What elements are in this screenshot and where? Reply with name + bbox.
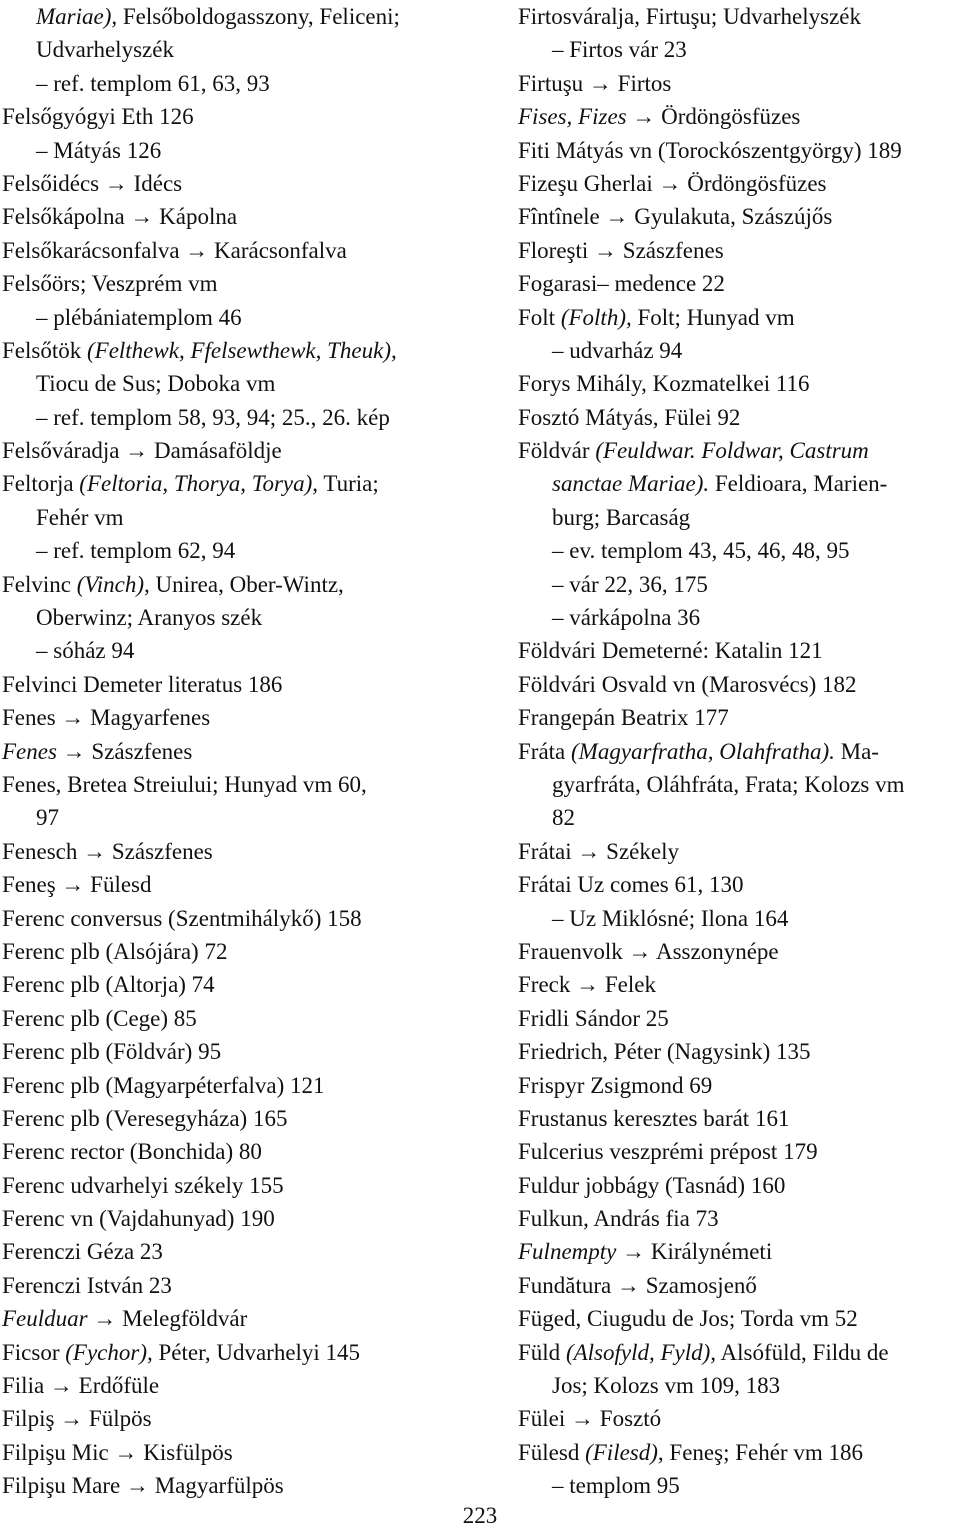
- index-entry-line: [518, 1002, 958, 1035]
- index-entry-text: Fülesd: [518, 1439, 586, 1465]
- index-entry-text: burg; Barcaság: [552, 504, 691, 530]
- index-entry-italic-text: sanctae Mariae).: [552, 471, 710, 497]
- index-entry-text: Frangepán Beatrix 177: [518, 705, 729, 731]
- index-entry-text: Feldioara, Marien-: [709, 471, 888, 497]
- index-entry-line: [2, 701, 507, 734]
- index-entry-line: [2, 1436, 507, 1469]
- index-entry-line: [2, 1336, 507, 1369]
- index-entry-line: [518, 1235, 958, 1268]
- index-entry-text: Péter, Udvarhelyi 145: [152, 1339, 361, 1365]
- index-entry-line: [518, 1369, 958, 1402]
- index-entry-text: Folt: [518, 304, 561, 330]
- index-entry-text: Ferenc plb (Veresegyháza) 165: [2, 1105, 288, 1131]
- index-entry-line: [2, 401, 507, 434]
- index-entry-line: [518, 735, 958, 768]
- index-entry-text: 97: [36, 805, 59, 831]
- index-entry-line: [2, 467, 507, 500]
- index-entry-text: Ferenc udvarhelyi székely 155: [2, 1172, 284, 1198]
- index-entry-line: [518, 902, 958, 935]
- index-entry-line: [2, 234, 507, 267]
- index-entry-text: → Királynémeti: [616, 1239, 773, 1265]
- index-entry-text: Felsőkápolna → Kápolna: [2, 204, 238, 230]
- index-entry-text: Fenesch → Szászfenes: [2, 838, 213, 864]
- index-entry-line: [2, 835, 507, 868]
- index-column-right: [518, 0, 958, 1503]
- index-entry-text: Ferenczi István 23: [2, 1272, 172, 1298]
- index-entry-line: [518, 0, 958, 33]
- index-entry-line: [2, 267, 507, 300]
- index-entry-line: [2, 501, 507, 534]
- index-entry-text: Oberwinz; Aranyos szék: [36, 605, 263, 631]
- index-entry-text: Felsőtök: [2, 337, 87, 363]
- index-entry-line: [2, 33, 507, 66]
- index-entry-text: Frustanus keresztes barát 161: [518, 1105, 790, 1131]
- index-entry-line: [518, 434, 958, 467]
- index-entry-text: Ferenc vn (Vajdahunyad) 190: [2, 1206, 275, 1232]
- index-entry-text: Ferenczi Géza 23: [2, 1239, 163, 1265]
- index-entry-line: [2, 67, 507, 100]
- index-entry-text: Ficsor: [2, 1339, 66, 1365]
- index-entry-italic-text: (Felthewk, Ffelsewthewk, Theuk),: [86, 337, 397, 363]
- index-entry-text: Ferenc plb (Altorja) 74: [2, 972, 215, 998]
- index-entry-text: – várkápolna 36: [552, 605, 701, 631]
- index-entry-line: [2, 1369, 507, 1402]
- index-entry-text: → Melegföldvár: [87, 1306, 248, 1332]
- index-entry-line: [2, 634, 507, 667]
- index-entry-italic-text: Fenes: [2, 738, 57, 764]
- index-entry-line: [518, 1302, 958, 1335]
- index-entry-text: Ferenc rector (Bonchida) 80: [2, 1139, 262, 1165]
- index-entry-line: [518, 1135, 958, 1168]
- index-entry-italic-text: (Vinch),: [76, 571, 150, 597]
- index-entry-line: [2, 434, 507, 467]
- index-entry-line: [2, 568, 507, 601]
- index-entry-text: Filpiş → Fülpös: [2, 1406, 152, 1432]
- index-entry-text: Ferenc plb (Magyarpéterfalva) 121: [2, 1072, 325, 1098]
- index-entry-line: [518, 935, 958, 968]
- index-entry-italic-text: Fulnempty: [518, 1239, 617, 1265]
- index-entry-text: Fulcerius veszprémi prépost 179: [518, 1139, 818, 1165]
- index-entry-line: [518, 1202, 958, 1235]
- index-entry-text: – vár 22, 36, 175: [552, 571, 708, 597]
- index-entry-line: [2, 902, 507, 935]
- index-entry-text: Fogarasi– medence 22: [518, 271, 725, 297]
- index-entry-line: [518, 1336, 958, 1369]
- index-entry-text: Firtosváralja, Firtuşu; Udvarhelyszék: [518, 4, 862, 29]
- index-entry-line: [518, 200, 958, 233]
- index-entry-text: Fiti Mátyás vn (Torockószentgyörgy) 189: [518, 137, 902, 163]
- index-entry-italic-text: Feulduar: [2, 1306, 88, 1332]
- index-entry-text: Fenes, Bretea Streiului; Hunyad vm 60,: [2, 771, 367, 797]
- index-entry-text: – ref. templom 61, 63, 93: [36, 70, 270, 96]
- index-entry-line: [518, 1035, 958, 1068]
- index-entry-line: [2, 301, 507, 334]
- index-entry-line: [2, 1102, 507, 1135]
- index-entry-text: – udvarház 94: [552, 337, 683, 363]
- index-entry-text: Frauenvolk → Asszonynépe: [518, 938, 779, 964]
- index-entry-text: Frátai Uz comes 61, 130: [518, 872, 744, 898]
- index-entry-text: Fundătura → Szamosjenő: [518, 1272, 757, 1298]
- index-entry-line: [2, 134, 507, 167]
- index-entry-line: [518, 601, 958, 634]
- index-entry-text: Frispyr Zsigmond 69: [518, 1072, 713, 1098]
- index-entry-text: Unirea, Ober-Wintz,: [149, 571, 344, 597]
- index-entry-line: [518, 167, 958, 200]
- index-entry-line: [2, 768, 507, 801]
- index-entry-line: [518, 100, 958, 133]
- index-entry-line: [518, 1402, 958, 1435]
- index-entry-line: [2, 801, 507, 834]
- index-entry-text: Filia → Erdőfüle: [2, 1373, 160, 1399]
- index-entry-text: Felvinc: [2, 571, 77, 597]
- index-entry-text: Földvári Demeterné: Katalin 121: [518, 638, 823, 664]
- index-entry-line: [2, 1069, 507, 1102]
- index-entry-text: Füged, Ciugudu de Jos; Torda vm 52: [518, 1306, 858, 1332]
- index-entry-text: Turia;: [318, 471, 379, 497]
- index-entry-line: [518, 568, 958, 601]
- index-entry-text: – ref. templom 58, 93, 94; 25., 26. kép: [36, 404, 390, 430]
- index-entry-text: – Uz Miklósné; Ilona 164: [552, 905, 789, 931]
- index-entry-line: [518, 1069, 958, 1102]
- index-entry-text: Felsőváradja → Damásaföldje: [2, 438, 282, 464]
- index-entry-text: Felvinci Demeter literatus 186: [2, 671, 283, 697]
- index-entry-line: [518, 367, 958, 400]
- index-column-left: [2, 0, 507, 1503]
- index-entry-text: Ferenc plb (Cege) 85: [2, 1005, 197, 1031]
- index-entry-line: [518, 1436, 958, 1469]
- index-entry-italic-text: (Fychor),: [65, 1339, 153, 1365]
- index-entry-text: Alsófüld, Fildu de: [716, 1339, 889, 1365]
- index-entry-line: [518, 534, 958, 567]
- index-entry-text: Felsőörs; Veszprém vm: [2, 271, 218, 297]
- index-entry-text: Frátai → Székely: [518, 838, 679, 864]
- index-entry-line: [2, 1402, 507, 1435]
- index-entry-line: [518, 334, 958, 367]
- index-entry-text: Felsőgyógyi Eth 126: [2, 104, 194, 130]
- index-entry-text: Feltorja: [2, 471, 80, 497]
- index-entry-line: [518, 835, 958, 868]
- index-entry-text: Udvarhelyszék: [36, 37, 174, 63]
- index-entry-text: Földvári Osvald vn (Marosvécs) 182: [518, 671, 857, 697]
- index-entry-text: – Firtos vár 23: [552, 37, 687, 63]
- index-entry-text: Fráta: [518, 738, 572, 764]
- index-entry-line: [518, 768, 958, 801]
- index-entry-line: [2, 1235, 507, 1268]
- index-entry-line: [518, 968, 958, 1001]
- index-entry-line: [518, 301, 958, 334]
- index-entry-text: Folt; Hunyad vm: [631, 304, 795, 330]
- index-entry-text: Felsőkarácsonfalva → Karácsonfalva: [2, 237, 347, 263]
- index-entry-line: [518, 467, 958, 500]
- index-entry-line: [518, 668, 958, 701]
- index-entry-italic-text: (Feuldwar. Foldwar, Castrum: [595, 438, 869, 464]
- index-entry-line: [518, 634, 958, 667]
- index-entry-text: 82: [552, 805, 575, 831]
- index-entry-text: Fenes → Magyarfenes: [2, 705, 211, 731]
- index-entry-text: Filpişu Mic → Kisfülpös: [2, 1439, 233, 1465]
- index-entry-line: [2, 601, 507, 634]
- index-entry-text: – ref. templom 62, 94: [36, 538, 236, 564]
- index-entry-line: [2, 100, 507, 133]
- index-entry-line: [518, 1102, 958, 1135]
- index-entry-text: Forys Mihály, Kozmatelkei 116: [518, 371, 810, 397]
- index-entry-text: Fizeşu Gherlai → Ördöngösfüzes: [518, 170, 827, 196]
- index-entry-line: [518, 801, 958, 834]
- index-entry-text: Jos; Kolozs vm 109, 183: [552, 1373, 781, 1399]
- index-entry-line: [2, 1035, 507, 1068]
- index-entry-line: [518, 501, 958, 534]
- index-entry-text: Ferenc conversus (Szentmihálykő) 158: [2, 905, 362, 931]
- index-entry-text: Fîntînele → Gyulakuta, Szászújős: [518, 204, 833, 230]
- index-entry-line: [2, 1202, 507, 1235]
- index-entry-text: Ferenc plb (Alsójára) 72: [2, 938, 228, 964]
- index-entry-line: [2, 1002, 507, 1035]
- index-entry-line: [2, 1269, 507, 1302]
- index-entry-line: [2, 1302, 507, 1335]
- index-entry-line: [2, 334, 507, 367]
- index-entry-italic-text: Fises, Fizes: [518, 104, 627, 130]
- index-entry-line: [2, 1469, 507, 1502]
- index-entry-text: Ma-: [834, 738, 879, 764]
- index-entry-text: Fosztó Mátyás, Fülei 92: [518, 404, 741, 430]
- index-entry-line: [518, 67, 958, 100]
- index-entry-line: [2, 534, 507, 567]
- index-entry-text: Tiocu de Sus; Doboka vm: [36, 371, 276, 397]
- index-entry-line: [2, 1169, 507, 1202]
- index-entry-line: [518, 267, 958, 300]
- index-entry-line: [2, 868, 507, 901]
- index-entry-text: Fridli Sándor 25: [518, 1005, 669, 1031]
- index-entry-italic-text: (Feltoria, Thorya, Torya),: [79, 471, 319, 497]
- index-entry-text: Felsőboldogasszony, Feliceni;: [122, 4, 400, 29]
- index-entry-text: – sóház 94: [36, 638, 135, 664]
- index-entry-text: → Ördöngösfüzes: [626, 104, 801, 130]
- index-entry-text: Friedrich, Péter (Nagysink) 135: [518, 1039, 811, 1065]
- index-entry-text: Filpişu Mare → Magyarfülpös: [2, 1473, 284, 1499]
- index-entry-text: Floreşti → Szászfenes: [518, 237, 724, 263]
- index-entry-text: Fülei → Fosztó: [518, 1406, 662, 1432]
- index-entry-line: [2, 735, 507, 768]
- index-entry-text: – ev. templom 43, 45, 46, 48, 95: [552, 538, 850, 564]
- index-entry-line: [518, 401, 958, 434]
- index-entry-text: – templom 95: [552, 1473, 680, 1499]
- index-entry-line: [518, 701, 958, 734]
- index-entry-italic-text: (Filesd),: [585, 1439, 664, 1465]
- index-entry-text: Fulkun, András fia 73: [518, 1206, 719, 1232]
- index-entry-text: – Mátyás 126: [36, 137, 162, 163]
- index-entry-italic-text: (Magyarfratha, Olahfratha).: [571, 738, 835, 764]
- index-entry-line: [518, 234, 958, 267]
- index-entry-line: [518, 1169, 958, 1202]
- index-entry-text: Fehér vm: [36, 504, 124, 530]
- index-entry-text: Freck → Felek: [518, 972, 656, 998]
- index-entry-line: [2, 367, 507, 400]
- index-entry-line: [518, 868, 958, 901]
- index-entry-text: → Szászfenes: [56, 738, 193, 764]
- index-entry-text: – plébániatemplom 46: [36, 304, 242, 330]
- index-entry-line: [2, 200, 507, 233]
- index-entry-text: Fuldur jobbágy (Tasnád) 160: [518, 1172, 786, 1198]
- index-entry-line: [2, 968, 507, 1001]
- index-entry-line: [518, 1269, 958, 1302]
- index-entry-text: Feneş → Fülesd: [2, 872, 152, 898]
- index-entry-text: Felsőidécs → Idécs: [2, 170, 183, 196]
- index-entry-text: Füld: [518, 1339, 566, 1365]
- index-entry-text: Földvár: [518, 438, 596, 464]
- index-entry-italic-text: (Alsofyld, Fyld),: [565, 1339, 717, 1365]
- index-entry-line: [2, 167, 507, 200]
- page-number: 223: [462, 1503, 498, 1528]
- index-entry-line: [518, 134, 958, 167]
- index-entry-line: [518, 1469, 958, 1502]
- index-entry-line: [2, 668, 507, 701]
- index-entry-text: Feneş; Fehér vm 186: [663, 1439, 863, 1465]
- index-entry-italic-text: (Folth),: [560, 304, 632, 330]
- index-entry-text: gyarfráta, Oláhfráta, Frata; Kolozs vm: [552, 771, 905, 797]
- index-entry-line: [2, 935, 507, 968]
- index-entry-line: [2, 1135, 507, 1168]
- index-entry-text: Firtuşu → Firtos: [518, 70, 672, 96]
- index-entry-line: [2, 0, 507, 33]
- index-entry-italic-text: Mariae),: [36, 4, 123, 29]
- index-entry-text: Ferenc plb (Földvár) 95: [2, 1039, 222, 1065]
- index-entry-line: [518, 33, 958, 66]
